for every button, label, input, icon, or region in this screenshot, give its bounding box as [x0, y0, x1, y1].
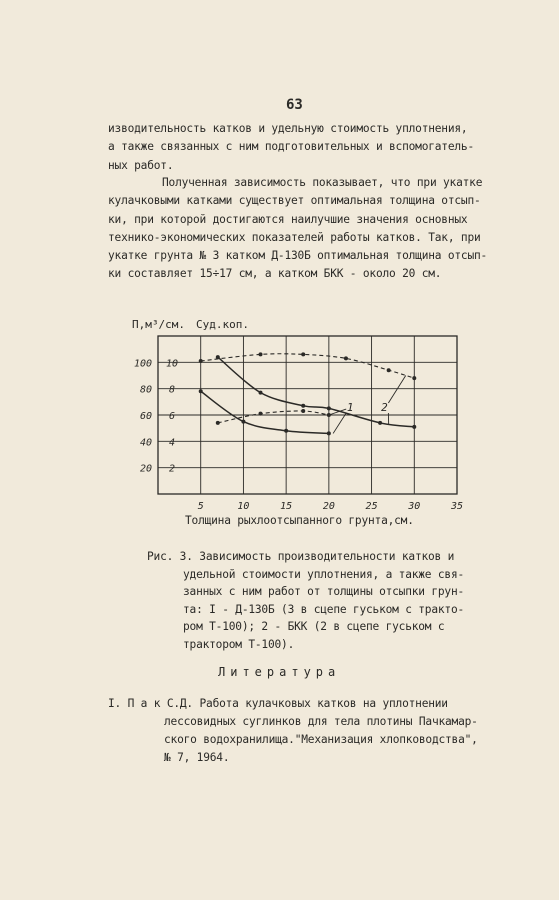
data-point [412, 376, 416, 380]
x-tick-label: 25 [365, 501, 378, 512]
literature-heading: Литература [218, 665, 341, 679]
text-line: изводительность катков и удельную стоимость уплотнения, [108, 122, 468, 135]
left-axis-label: П,м³/см. [132, 318, 185, 331]
series-line-2-productivity [201, 354, 415, 378]
data-point [199, 389, 203, 393]
page-number: 63 [286, 97, 303, 113]
caption-line: трактором Т-100). [183, 637, 295, 651]
left-tick-label: 60 [139, 411, 152, 422]
data-point [301, 352, 305, 356]
data-point [412, 425, 416, 429]
text-line: укатке грунта № 3 катком Д-130Б оптимальная толщина отсып- [108, 249, 488, 263]
left-tick-label: 20 [139, 463, 152, 475]
data-point [301, 409, 305, 413]
text-line: кулачковыми катками существует оптимальная толщина отсып- [108, 194, 481, 208]
reference-line: лессовидных суглинков для тела плотины Пачкамар- [164, 715, 478, 728]
text-line: Полученная зависимость показывает, что при укатке [162, 176, 483, 189]
right-axis-label: Суд.коп. [196, 318, 249, 331]
data-point [216, 355, 220, 359]
left-tick-label: 100 [133, 358, 152, 370]
caption-line: ром Т-100); 2 - БКК (2 в сцепе гуськом с [183, 620, 445, 634]
figure-caption [147, 548, 527, 654]
chart [110, 312, 470, 537]
x-tick-label: 30 [408, 501, 421, 512]
data-point [378, 421, 382, 425]
curve-label: 2 [381, 401, 388, 415]
left-tick-label: 80 [139, 384, 152, 396]
data-point [199, 359, 203, 363]
reference-line: I. П а к С.Д. Работа кулачковых катков на уплотнении [108, 697, 448, 710]
text-line: ки составляет 15÷17 см, а катком БКК - около 20 см. [108, 267, 442, 281]
data-point [301, 404, 305, 408]
leader-line [388, 376, 405, 404]
data-point [387, 368, 391, 372]
caption-line: Рис. 3. Зависимость производительности катков и [147, 550, 455, 563]
x-tick-label: 10 [237, 501, 250, 512]
x-tick-label: 20 [322, 501, 335, 512]
right-tick-label: 2 [168, 463, 176, 475]
paragraph-1 [108, 120, 506, 175]
data-point [327, 431, 331, 435]
right-tick-label: 8 [168, 384, 176, 396]
series-line-1-cost [201, 391, 329, 433]
caption-line: занных с ним работ от толщины отсыпки грун- [183, 585, 465, 599]
data-point [216, 421, 220, 425]
right-tick-label: 4 [168, 437, 176, 449]
curve-label: 1 [346, 401, 354, 415]
x-tick-label: 35 [450, 501, 464, 512]
x-tick-label: 15 [280, 501, 293, 512]
data-point [241, 420, 245, 424]
data-point [284, 429, 288, 433]
data-point [259, 352, 263, 356]
text-line: а также связанных с ним подготовительных и вспомогатель- [108, 140, 474, 154]
reference-line: ского водохранилища."Механизация хлопководства", [164, 733, 478, 746]
paragraph-2 [108, 174, 506, 284]
data-point [327, 406, 331, 410]
data-point [259, 391, 263, 395]
caption-line: та: I - Д-130Б (3 в сцепе гуськом с тракто- [183, 602, 465, 616]
right-tick-label: 6 [168, 411, 176, 422]
text-line: технико-экономических показателей работы катков. Так, при [108, 230, 481, 244]
right-tick-label: 10 [165, 358, 179, 370]
text-line: ки, при которой достигаются наилучшие значения основных [108, 212, 468, 226]
x-tick-label: 5 [197, 501, 204, 512]
reference-line: № 7, 1964. [164, 751, 230, 764]
data-point [259, 412, 263, 416]
leader-line [333, 413, 346, 433]
x-axis-label: Толщина рыхлоотсыпанного грунта,см. [185, 514, 414, 527]
caption-line: удельной стоимости уплотнения, а также свя- [183, 567, 465, 581]
data-point [344, 356, 348, 360]
reference-entry [108, 695, 528, 767]
text-line: ных работ. [108, 158, 174, 172]
left-tick-label: 40 [139, 437, 152, 449]
